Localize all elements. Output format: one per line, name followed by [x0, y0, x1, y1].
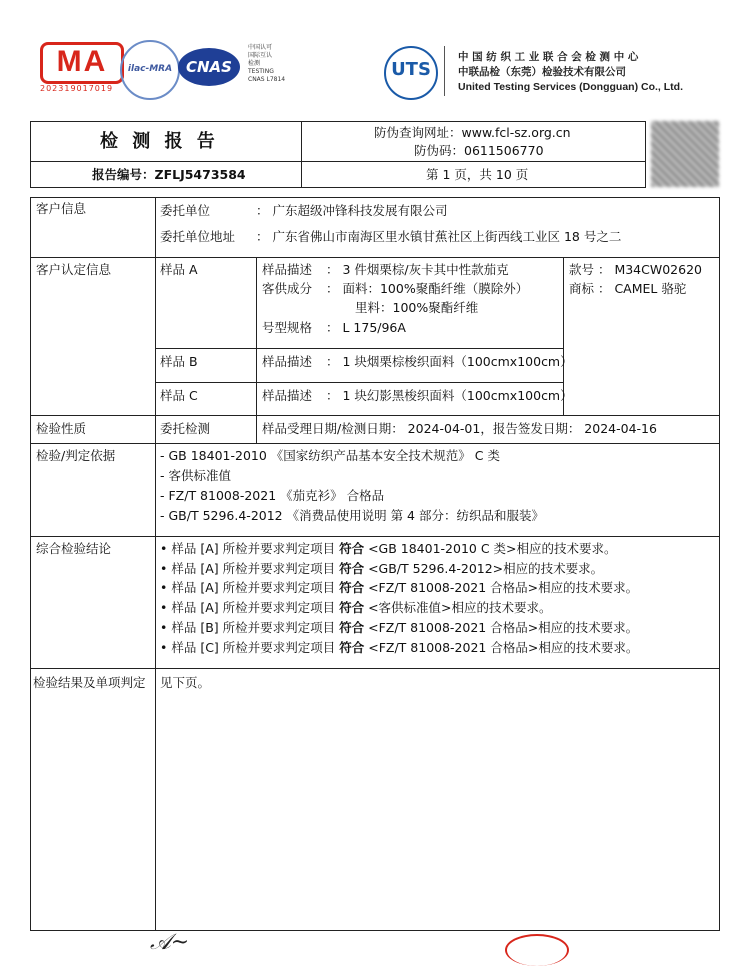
cma-logo: MA — [40, 42, 124, 84]
sample-a-comp-label: 客供成分 — [262, 281, 313, 296]
conformity-mark: 符合 — [339, 541, 365, 556]
address-label: 委托单位地址 — [160, 229, 236, 244]
cnas-text-line: 中国认可 — [248, 44, 273, 51]
report-number-value: ZFLJ5473584 — [154, 167, 246, 182]
rule — [30, 121, 646, 122]
entrust-label: 委托单位 — [160, 203, 211, 218]
nature-label: 检验性质 — [36, 421, 87, 436]
basis-item: - GB 18401-2010 《国家纺织产品基本安全技术规范》 C 类 — [160, 448, 500, 463]
conclusion-item — [160, 640, 638, 656]
conformity-mark: 符合 — [339, 580, 365, 595]
rule — [256, 415, 257, 443]
rule — [301, 121, 302, 188]
sample-a-comp2: 里料：100%聚酯纤维 — [355, 300, 479, 315]
basis-label: 检验/判定依据 — [36, 448, 116, 463]
client-info-label: 客户信息 — [36, 201, 87, 216]
conclusion-item — [160, 580, 638, 596]
rule — [155, 382, 564, 383]
rule — [155, 197, 156, 931]
rule — [256, 257, 257, 415]
rule — [719, 197, 720, 931]
sample-b-desc: ： 1 块烟栗棕梭织面料（100cmx100cm） — [326, 354, 573, 369]
nature-value: 委托检测 — [160, 421, 211, 436]
brand: 商标 ： CAMEL 骆驼 — [569, 281, 687, 296]
conformity-mark: 符合 — [339, 600, 365, 615]
conclusion-text: • 样品 [A] 所检并要求判定项目 — [160, 541, 340, 556]
basis-item: - GB/T 5296.4-2012 《消费品使用说明 第 4 部分：纺织品和服装》 — [160, 508, 544, 523]
conclusion-standard: <FZ/T 81008-2021 合格品>相应的技术要求。 — [364, 620, 639, 635]
uts-logo: UTS — [384, 46, 438, 100]
cnas-text-line: TESTING — [248, 68, 274, 75]
nature-dates: 样品受理日期/检测日期： 2024-04-01，报告签发日期： 2024-04-16 — [262, 421, 657, 436]
cnas-logo: CNAS — [178, 48, 240, 86]
results-value: 见下页。 — [160, 675, 211, 690]
report-number-label: 报告编号： — [92, 167, 155, 182]
rule — [30, 536, 720, 537]
conclusion-text: • 样品 [A] 所检并要求判定项目 — [160, 580, 340, 595]
sample-a-desc-label: 样品描述 — [262, 262, 313, 277]
org-name-cn-2: 中联品检（东莞）检验技术有限公司 — [458, 66, 626, 78]
sample-b-label: 样品 B — [160, 354, 198, 369]
qr-code — [651, 121, 719, 187]
official-seal — [505, 934, 569, 966]
conformity-mark: 符合 — [339, 620, 365, 635]
conclusion-label: 综合检验结论 — [36, 541, 112, 556]
sample-a-comp1: ： 面料：100%聚酯纤维（膜除外） — [326, 281, 529, 296]
conclusion-item — [160, 561, 603, 577]
rule — [30, 187, 646, 188]
conclusion-text: • 样品 [A] 所检并要求判定项目 — [160, 561, 340, 576]
ilac-mra-logo: ilac-MRA — [120, 40, 180, 100]
rule — [30, 930, 720, 931]
rule — [30, 161, 646, 162]
report-title: 检 测 报 告 — [100, 131, 219, 152]
entrust-value: ： 广东超级冲锋科技发展有限公司 — [256, 203, 448, 218]
basis-item: - 客供标准值 — [160, 468, 231, 483]
rule — [30, 257, 720, 258]
rule — [30, 197, 31, 931]
conclusion-item — [160, 541, 617, 557]
sample-c-desc-label: 样品描述 — [262, 388, 313, 403]
rule — [30, 415, 720, 416]
sample-a-label: 样品 A — [160, 262, 198, 277]
conclusion-standard: <GB 18401-2010 C 类>相应的技术要求。 — [364, 541, 617, 556]
conclusion-text: • 样品 [B] 所检并要求判定项目 — [160, 620, 340, 635]
sample-b-desc-label: 样品描述 — [262, 354, 313, 369]
signature-approver: 𝒜~ — [150, 930, 190, 955]
client-confirm-label: 客户认定信息 — [36, 262, 112, 277]
conclusion-text: • 样品 [C] 所检并要求判定项目 — [160, 640, 340, 655]
cnas-accreditation-text — [248, 44, 285, 84]
conformity-mark: 符合 — [339, 640, 365, 655]
org-name-en: United Testing Services (Dongguan) Co., Ltd. — [458, 81, 683, 93]
cnas-text-line: 国际互认 — [248, 52, 273, 59]
sample-a-desc: ： 3 件烟栗棕/灰卡其中性款茄克 — [326, 262, 509, 277]
logo-divider — [444, 46, 445, 96]
rule — [30, 443, 720, 444]
rule — [30, 668, 720, 669]
rule — [645, 121, 646, 188]
conclusion-item — [160, 600, 552, 616]
conclusion-standard: <FZ/T 81008-2021 合格品>相应的技术要求。 — [364, 580, 639, 595]
conclusion-standard: <GB/T 5296.4-2012>相应的技术要求。 — [364, 561, 604, 576]
conformity-mark: 符合 — [339, 561, 365, 576]
organization-name — [458, 50, 683, 95]
results-label: 检验结果及单项判定 — [33, 675, 146, 690]
report-number — [92, 167, 246, 183]
conclusion-item — [160, 620, 638, 636]
rule — [30, 121, 31, 188]
conclusion-text: • 样品 [A] 所检并要求判定项目 — [160, 600, 340, 615]
conclusion-standard: <客供标准值>相应的技术要求。 — [364, 600, 552, 615]
sample-c-desc: ： 1 块幻影黑梭织面料（100cmx100cm） — [326, 388, 573, 403]
page-info: 第 1 页，共 10 页 — [426, 167, 529, 182]
style-number: 款号 ： M34CW02620 — [569, 262, 702, 277]
cnas-text-line: CNAS L7814 — [248, 76, 286, 83]
address-value: ： 广东省佛山市南海区里水镇甘蕉社区上街西线工业区 18 号之二 — [256, 229, 622, 244]
sample-a-size: ： L 175/96A — [326, 320, 406, 335]
rule — [30, 197, 720, 198]
cma-number: 202319017019 — [40, 84, 114, 93]
sample-a-size-label: 号型规格 — [262, 320, 313, 335]
verify-url: 防伪查询网址：www.fcl-sz.org.cn — [374, 125, 571, 140]
org-name-cn-1: 中 国 纺 织 工 业 联 合 会 检 测 中 心 — [458, 51, 639, 63]
rule — [155, 348, 564, 349]
cnas-text-line: 检测 — [248, 60, 261, 67]
verify-code: 防伪码：0611506770 — [414, 143, 544, 158]
basis-item: - FZ/T 81008-2021 《茄克衫》 合格品 — [160, 488, 385, 503]
sample-c-label: 样品 C — [160, 388, 198, 403]
conclusion-standard: <FZ/T 81008-2021 合格品>相应的技术要求。 — [364, 640, 639, 655]
